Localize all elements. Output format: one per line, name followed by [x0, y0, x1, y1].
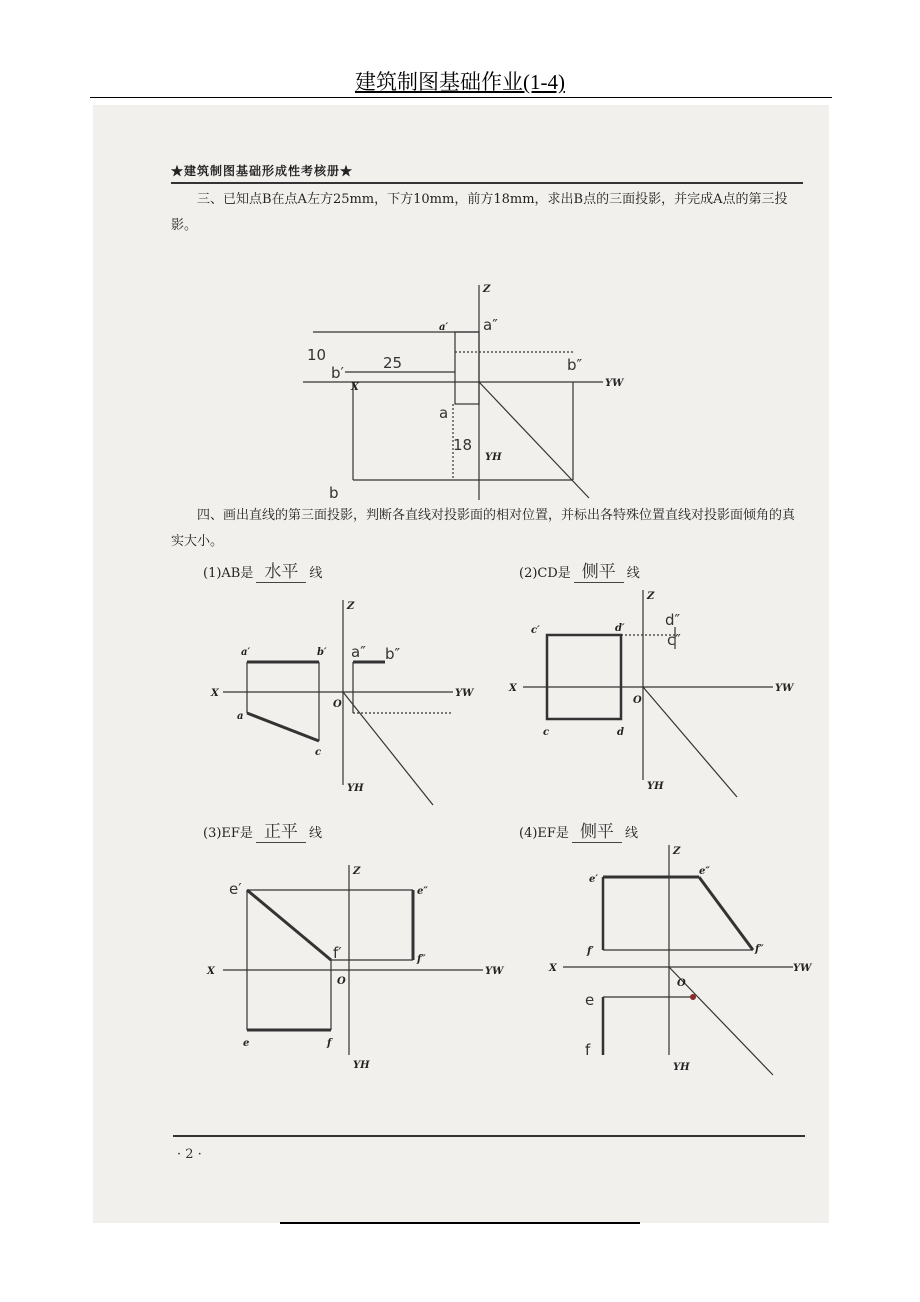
d4-e-front: e′	[589, 874, 598, 885]
axis-yw-label: YW	[605, 378, 624, 389]
d2-c-top: c	[543, 727, 550, 738]
item-3-prefix: (3)EF是	[203, 826, 253, 841]
axis-x-label: X	[351, 382, 359, 393]
d2-axis-z: Z	[647, 591, 655, 602]
d3-e-top: e	[243, 1038, 250, 1049]
d1-a-front: a′	[241, 647, 251, 658]
d2-axis-yh: YH	[647, 781, 664, 792]
d4-f-front: f′	[587, 946, 594, 957]
axis-z-label: Z	[483, 284, 491, 295]
d3-axis-z: Z	[353, 866, 361, 877]
diagram-2-cd	[503, 585, 793, 795]
scanned-page	[93, 105, 829, 1223]
item-1-line	[203, 557, 322, 583]
question-4-text: 四、画出直线的第三面投影，判断各直线对投影面的相对位置，并标出各特殊位置直线对投影面倾角的真实大小。	[171, 508, 796, 549]
axis-yh-label: YH	[485, 452, 502, 463]
item-4-suffix: 线	[624, 826, 638, 841]
d4-origin: O	[677, 978, 686, 989]
page-number: · 2 ·	[177, 1147, 202, 1162]
label-b-front: b′	[331, 364, 344, 382]
d1-axis-yh: YH	[347, 783, 364, 794]
item-4-prefix: (4)EF是	[519, 826, 569, 841]
diagram-4-ef	[503, 840, 823, 1080]
item-3-suffix: 线	[308, 826, 322, 841]
diagram-1-ab	[203, 595, 474, 805]
dimension-25: 25	[383, 354, 403, 372]
bottom-rule	[280, 1222, 640, 1224]
d1-axis-yw: YW	[455, 688, 474, 699]
d4-e-side: e″	[699, 866, 710, 877]
title-underline-rule	[90, 97, 832, 98]
dimension-18: 18	[453, 436, 473, 454]
d1-axis-x: X	[211, 688, 219, 699]
d3-f-front: f′	[333, 944, 342, 962]
d3-axis-x: X	[207, 966, 215, 977]
d2-d-side: d″	[665, 611, 681, 629]
d3-f-top: f	[327, 1038, 332, 1049]
label-b-side: b″	[567, 356, 583, 374]
label-a-front: a′	[439, 322, 449, 333]
d1-b-front: b′	[317, 647, 327, 658]
d4-axis-yw: YW	[793, 963, 812, 974]
item-2-answer: 侧平	[574, 557, 624, 583]
label-b-top: b	[329, 484, 339, 502]
item-3-answer: 正平	[256, 817, 306, 843]
d3-e-front: e′	[229, 880, 242, 898]
d1-origin: O	[333, 699, 342, 710]
d1-b-side: b″	[385, 645, 401, 663]
d1-c-top: c	[315, 747, 322, 758]
item-2-line	[519, 557, 640, 583]
item-1-prefix: (1)AB是	[203, 566, 254, 581]
d1-a-top: a	[237, 711, 244, 722]
item-2-prefix: (2)CD是	[519, 566, 571, 581]
d3-e-side: e″	[417, 886, 428, 897]
dimension-10: 10	[307, 346, 327, 364]
d2-axis-yw: YW	[775, 683, 794, 694]
d3-f-side: f″	[417, 954, 426, 965]
label-a-side: a″	[483, 316, 498, 334]
d4-axis-yh: YH	[673, 1062, 690, 1073]
d2-axis-x: X	[509, 683, 517, 694]
d4-f-side: f″	[755, 944, 764, 955]
item-2-suffix: 线	[626, 566, 640, 581]
d2-d-top: d	[617, 727, 624, 738]
d4-axis-z: Z	[673, 846, 681, 857]
d4-marker-dot	[690, 994, 696, 1000]
document-title: 建筑制图基础作业(1-4)	[355, 70, 565, 94]
d4-e-top: e	[585, 991, 595, 1009]
header-rule	[171, 182, 803, 184]
d2-c-front: c′	[531, 625, 540, 636]
item-3-line	[203, 817, 322, 843]
d2-c-side: c″	[667, 631, 681, 649]
d3-axis-yh: YH	[353, 1060, 370, 1071]
d1-a-side: a″	[351, 643, 366, 661]
booklet-header: ★建筑制图基础形成性考核册★	[171, 164, 354, 178]
d2-origin: O	[633, 695, 642, 706]
question-3-diagram	[253, 280, 633, 510]
footer-rule	[173, 1135, 805, 1137]
d3-origin: O	[337, 976, 346, 987]
d1-axis-z: Z	[347, 601, 355, 612]
d2-d-front: d′	[615, 623, 625, 634]
d4-axis-x: X	[549, 963, 557, 974]
item-1-answer: 水平	[256, 557, 306, 583]
label-a-top: a	[439, 404, 449, 422]
item-1-suffix: 线	[309, 566, 323, 581]
d4-f-top: f	[585, 1041, 591, 1059]
question-3-text: 三、已知点B在点A左方25mm，下方10mm，前方18mm，求出B点的三面投影，并完成A点的第三投影。	[171, 192, 788, 233]
item-4-answer: 侧平	[572, 817, 622, 843]
d3-axis-yw: YW	[485, 966, 504, 977]
diagram-3-ef	[203, 850, 503, 1080]
